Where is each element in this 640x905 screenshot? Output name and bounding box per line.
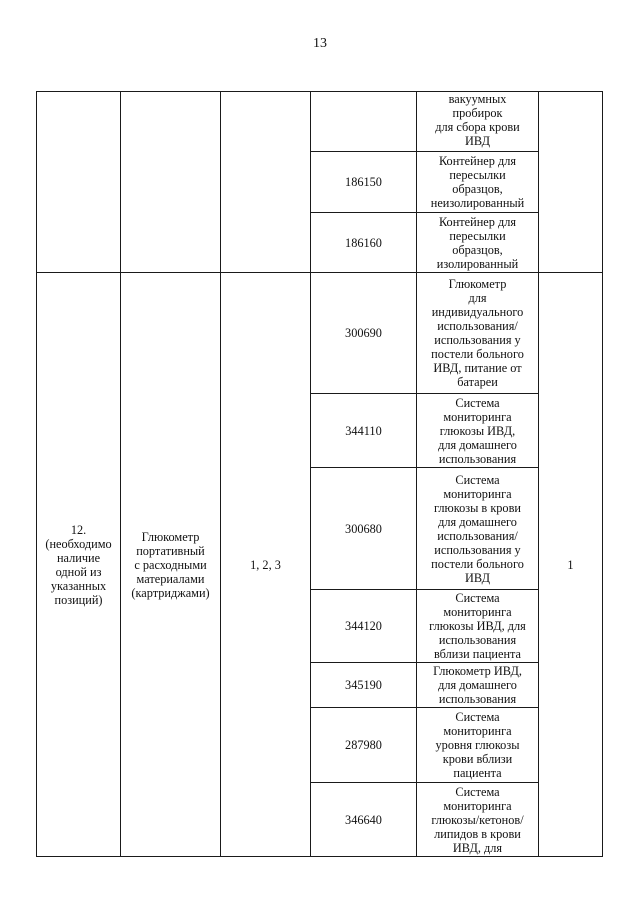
table-row: [37, 273, 603, 394]
name-cell: вакуумных пробирок для сбора крови ИВД: [417, 92, 539, 152]
empty-cell-number: [37, 92, 121, 273]
name-cell: Глюкометр для индивидуального использования/ использования у постели больного ИВД, питание от батареи: [417, 273, 539, 394]
code-cell: 344120: [311, 590, 417, 663]
empty-cell-product: [121, 92, 221, 273]
code-cell: 300680: [311, 468, 417, 590]
code-cell: 186160: [311, 213, 417, 273]
group-product-cell: Глюкометр портативный с расходными материалами (картриджами): [121, 273, 221, 857]
code-cell: 345190: [311, 663, 417, 708]
group-refs-cell: 1, 2, 3: [221, 273, 311, 857]
group-number-cell: 12. (необходимо наличие одной из указанных позиций): [37, 273, 121, 857]
code-cell: 300690: [311, 273, 417, 394]
code-cell: 287980: [311, 708, 417, 783]
page-number: 13: [313, 36, 327, 51]
code-cell: 346640: [311, 783, 417, 857]
code-cell: [311, 92, 417, 152]
document-table: [36, 91, 603, 857]
name-cell: Система мониторинга глюкозы ИВД, для домашнего использования: [417, 394, 539, 468]
code-cell: 186150: [311, 152, 417, 213]
name-cell: Контейнер для пересылки образцов, неизолированный: [417, 152, 539, 213]
empty-cell-refs: [221, 92, 311, 273]
group-quantity-cell: 1: [539, 273, 603, 857]
empty-cell-quantity: [539, 92, 603, 273]
table-row: [37, 92, 603, 152]
name-cell: Система мониторинга глюкозы/кетонов/ липидов в крови ИВД, для: [417, 783, 539, 857]
code-cell: 344110: [311, 394, 417, 468]
name-cell: Система мониторинга глюкозы в крови для домашнего использования/ использования у постели больного ИВД: [417, 468, 539, 590]
name-cell: Контейнер для пересылки образцов, изолированный: [417, 213, 539, 273]
name-cell: Система мониторинга глюкозы ИВД, для использования вблизи пациента: [417, 590, 539, 663]
name-cell: Система мониторинга уровня глюкозы крови вблизи пациента: [417, 708, 539, 783]
name-cell: Глюкометр ИВД, для домашнего использования: [417, 663, 539, 708]
